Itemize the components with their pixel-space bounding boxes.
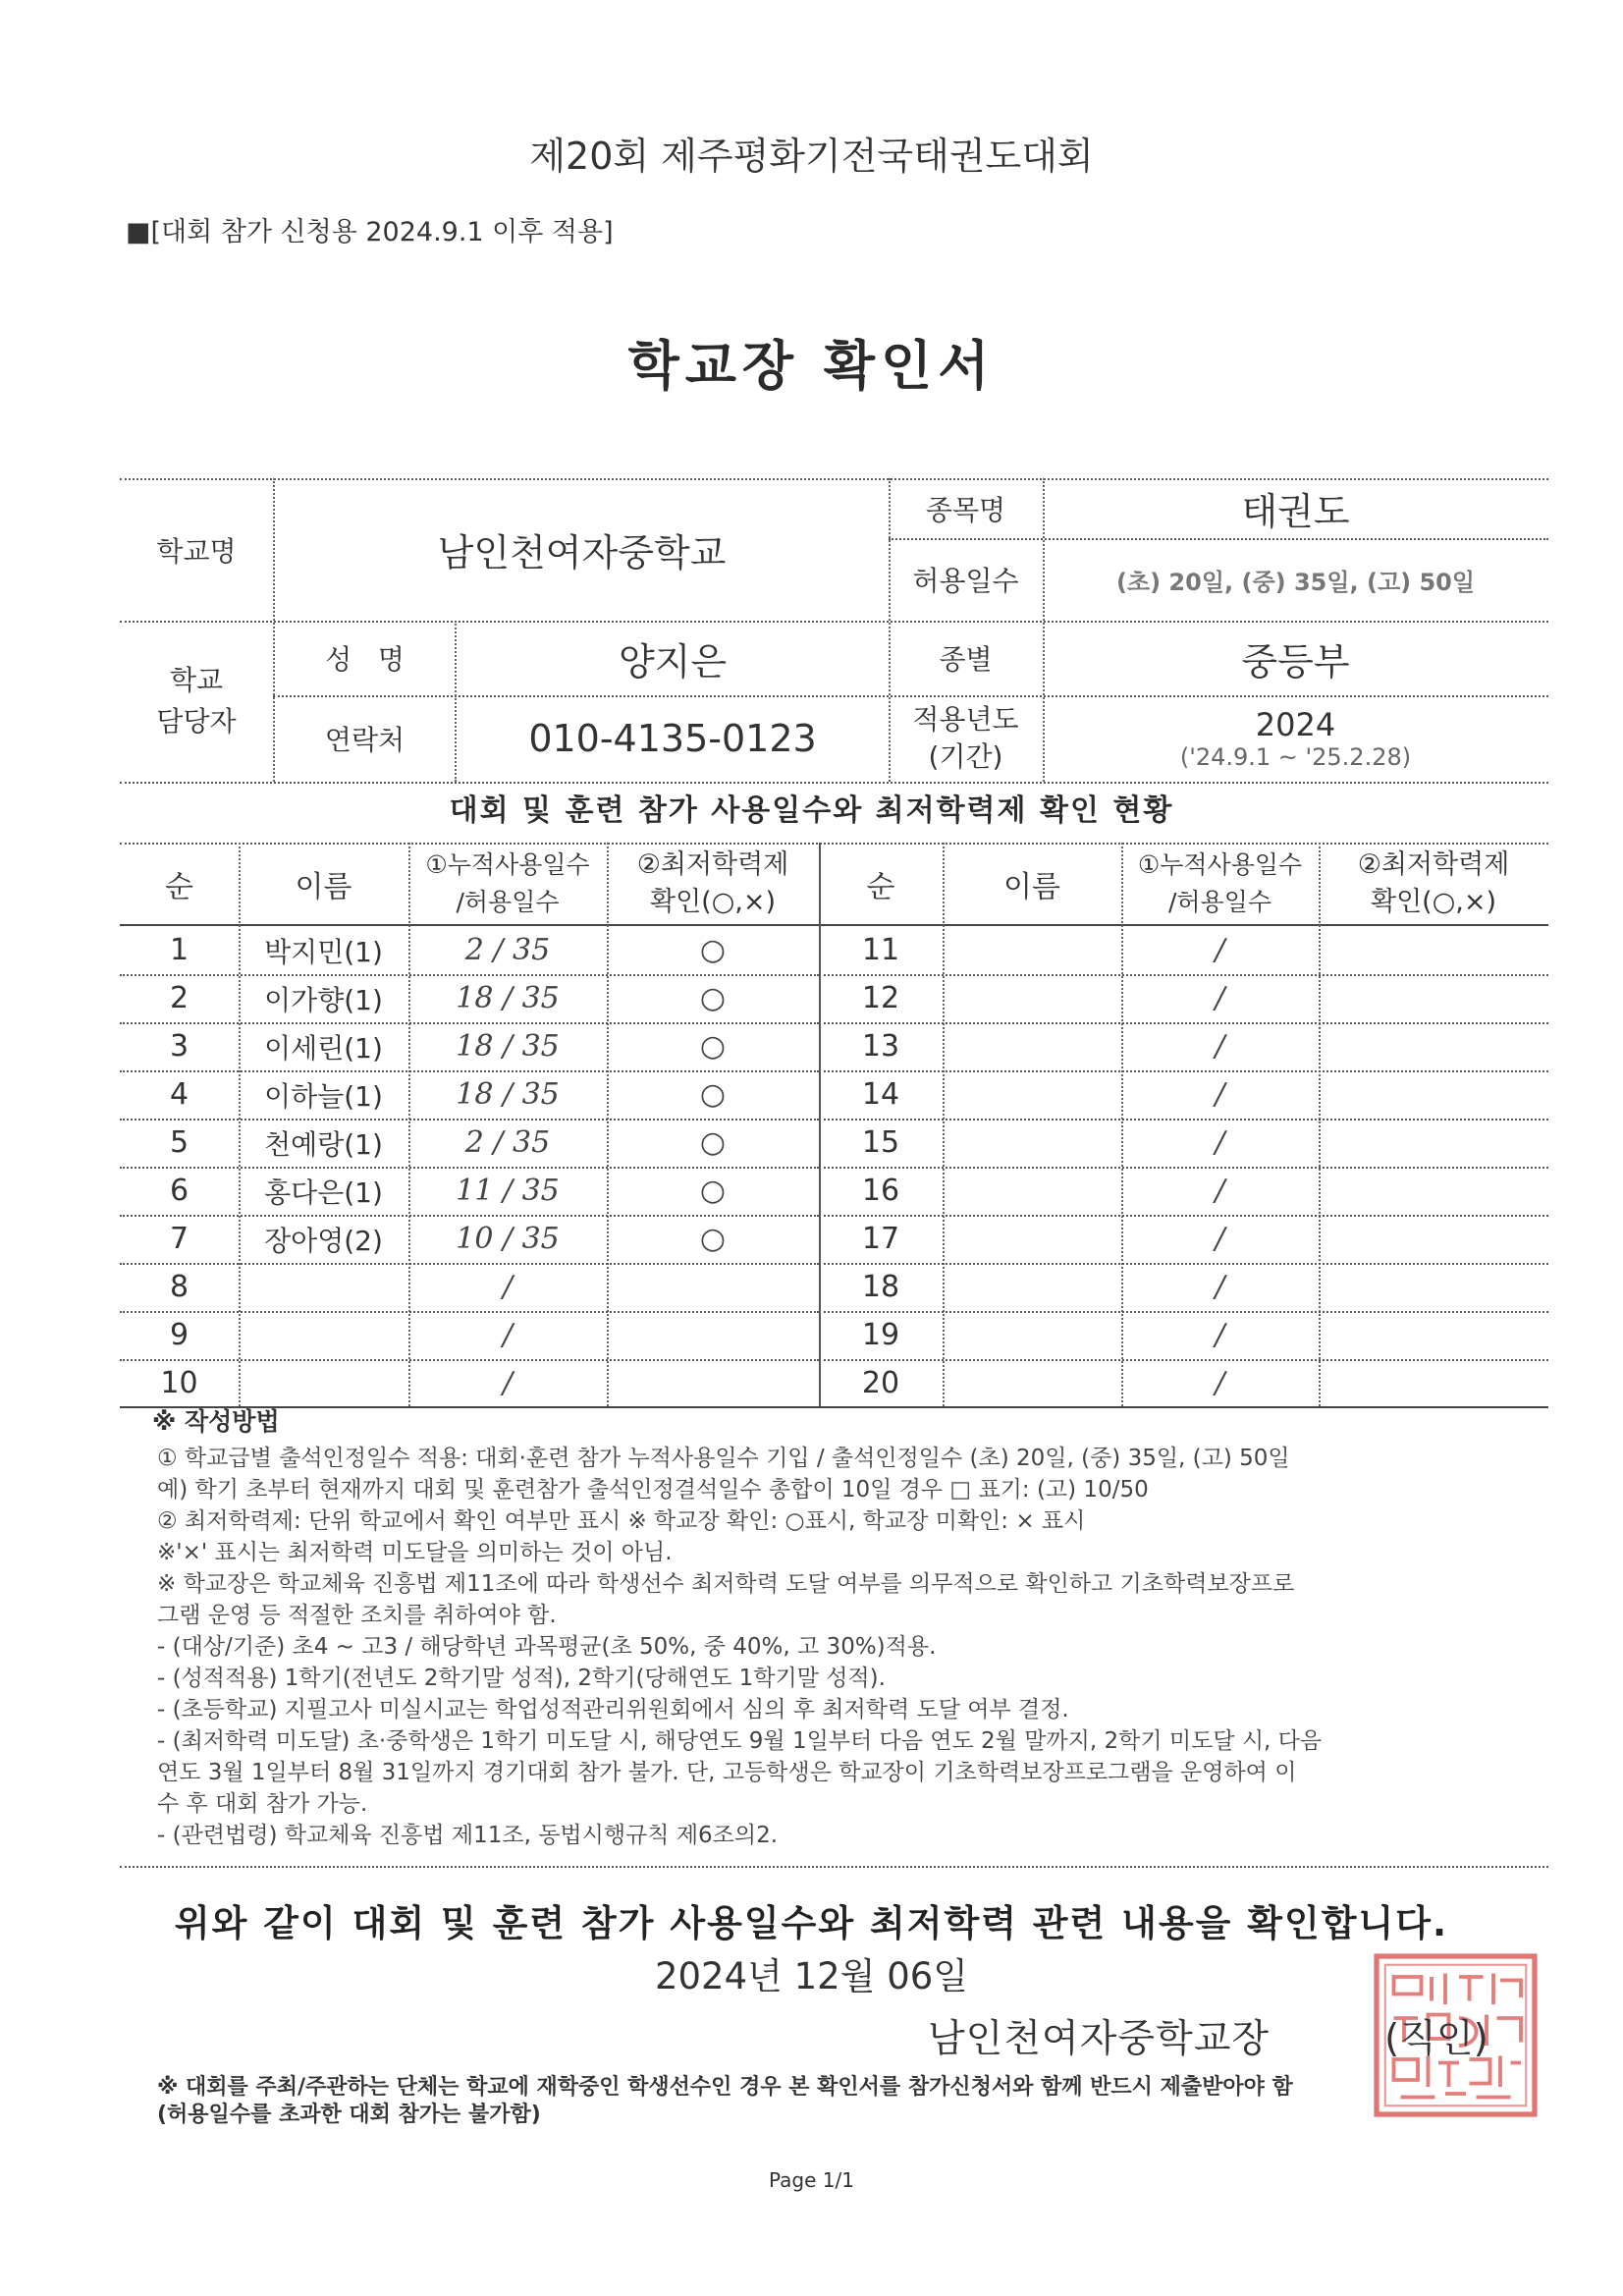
right-row-no: 15 <box>861 1125 900 1160</box>
left-row-days: / <box>502 1366 514 1400</box>
note-line: - (초등학교) 지필고사 미실시교는 학업성적관리위원회에서 심의 후 최저학력 도달 여부 결정. <box>157 1697 1069 1722</box>
right-row-days: / <box>1215 1029 1225 1064</box>
left-row-check: ○ <box>699 1077 727 1112</box>
footer-note-line2: (허용일수를 초과한 대회 참가는 불가함) <box>157 2103 541 2127</box>
note-line: - (대상/기준) 초4 ~ 고3 / 해당학년 과목평균(초 50%, 중 40%, 고 30%)적용. <box>157 1634 937 1660</box>
header-name-left: 이름 <box>295 869 352 904</box>
right-row-no: 18 <box>861 1270 900 1304</box>
left-row-check: ○ <box>699 981 727 1015</box>
right-row-check <box>1319 1070 1548 1119</box>
right-row-name <box>943 1022 1121 1070</box>
right-row-days: / <box>1215 981 1225 1015</box>
left-row-days: 18 / 35 <box>456 1077 560 1112</box>
header-days-left: ①누적사용일수 /허용일수 <box>425 849 590 916</box>
right-row-check <box>1319 1119 1548 1167</box>
right-row-no: 12 <box>861 981 900 1015</box>
left-row-name: 홍다은(1) <box>264 1175 383 1209</box>
header-days-right: ①누적사용일수 /허용일수 <box>1137 849 1303 916</box>
left-row-name <box>239 1311 408 1359</box>
note-line: 그램 운영 등 적절한 조치를 취하여야 함. <box>157 1603 557 1628</box>
right-row-no: 20 <box>861 1366 900 1400</box>
sport-label: 종목명 <box>925 493 1006 526</box>
right-row-days: / <box>1215 1270 1225 1304</box>
right-row-name <box>943 1167 1121 1215</box>
contact-value: 010-4135-0123 <box>528 717 817 760</box>
right-row-days: / <box>1215 1125 1225 1160</box>
left-row-days: 2 / 35 <box>464 1125 551 1160</box>
note-line: ※ 학교장은 학교체육 진흥법 제11조에 따라 학생선수 최저학력 도달 여부를 의무적으로 확인하고 기초학력보장프로 <box>157 1571 1295 1597</box>
right-row-days: / <box>1215 1366 1225 1400</box>
right-row-check <box>1319 1022 1548 1070</box>
right-row-no: 17 <box>861 1222 900 1256</box>
left-row-no: 2 <box>169 981 189 1015</box>
school-name: 남인천여자중학교 <box>437 531 727 574</box>
confirmation-date: 2024년 12월 06일 <box>654 1955 969 1997</box>
left-row-days: 10 / 35 <box>456 1222 560 1256</box>
document-title: 학교장 확인서 <box>627 335 996 397</box>
left-row-check <box>607 1311 819 1359</box>
left-row-check: ○ <box>699 1029 727 1064</box>
footer-note-line1: ※ 대회를 주최/주관하는 단체는 학교에 재학중인 학생선수인 경우 본 확인서를 참가신청서와 함께 반드시 제출받아야 함 <box>157 2075 1293 2100</box>
right-row-name <box>943 1119 1121 1167</box>
right-row-days: / <box>1215 1222 1225 1256</box>
left-row-days: / <box>502 1318 514 1352</box>
right-row-check <box>1319 974 1548 1022</box>
division-label: 종별 <box>939 643 993 676</box>
page-number: Page 1/1 <box>769 2168 854 2192</box>
right-row-name <box>943 974 1121 1022</box>
right-row-name <box>943 1070 1121 1119</box>
left-row-days: / <box>502 1270 514 1304</box>
status-title: 대회 및 훈련 참가 사용일수와 최저학력제 확인 현황 <box>449 793 1174 828</box>
note-line: 예) 학기 초부터 현재까지 대회 및 훈련참가 출석인정결석일수 총합이 10일 경우 □ 표기: (고) 10/50 <box>157 1477 1149 1503</box>
right-row-no: 19 <box>861 1318 900 1352</box>
right-row-no: 16 <box>861 1174 900 1208</box>
school-label: 학교명 <box>156 534 237 568</box>
left-row-no: 7 <box>169 1222 189 1256</box>
year-value: 2024 <box>1255 706 1336 743</box>
seal-label: (직인) <box>1384 2017 1488 2061</box>
note-line: ② 최저학력제: 단위 학교에서 확인 여부만 표시 ※ 학교장 확인: ○표시, 학교장 미확인: × 표시 <box>157 1508 1086 1534</box>
left-row-days: 11 / 35 <box>456 1174 560 1208</box>
period-value: ('24.9.1 ~ '25.2.28) <box>1179 743 1412 771</box>
sport-value: 태권도 <box>1241 490 1350 533</box>
left-row-name: 천예랑(1) <box>264 1127 383 1161</box>
left-row-no: 4 <box>169 1077 189 1112</box>
left-row-no: 6 <box>169 1174 189 1208</box>
application-note: ■[대회 참가 신청용 2024.9.1 이후 적용] <box>126 217 614 247</box>
right-row-days: / <box>1215 1174 1225 1208</box>
confirmation-text: 위와 같이 대회 및 훈련 참가 사용일수와 최저학력 관련 내용을 확인합니다. <box>174 1902 1449 1944</box>
right-row-no: 14 <box>861 1077 900 1112</box>
right-row-name <box>943 926 1121 974</box>
left-row-no: 1 <box>169 933 189 967</box>
left-row-days: 18 / 35 <box>456 981 560 1015</box>
right-row-check <box>1319 1215 1548 1263</box>
header-check-right: ②최저학력제 확인(○,×) <box>1357 848 1510 917</box>
left-row-name: 이하늘(1) <box>264 1079 383 1113</box>
right-row-check <box>1319 1311 1548 1359</box>
allowed-days-label: 허용일수 <box>912 565 1019 597</box>
note-line: ① 학교급별 출석인정일수 적용: 대회·훈련 참가 누적사용일수 기입 / 출석인정일수 (초) 20일, (중) 35일, (고) 50일 <box>157 1446 1290 1471</box>
right-row-days: / <box>1215 933 1225 967</box>
right-row-no: 13 <box>861 1029 900 1064</box>
event-title: 제20회 제주평화기전국태권도대회 <box>529 135 1094 178</box>
manager-label: 학교 담당자 <box>156 664 237 738</box>
note-line: 연도 3월 1일부터 8월 31일까지 경기대회 참가 불가. 단, 고등학생은 학교장이 기초학력보장프로그램을 운영하여 이 <box>157 1760 1297 1785</box>
left-row-days: 18 / 35 <box>456 1029 560 1064</box>
header-no-left: 순 <box>165 869 193 904</box>
name-label: 성 명 <box>325 643 405 676</box>
left-row-check: ○ <box>699 933 727 967</box>
footer-note <box>157 2074 1293 2129</box>
allowed-days-value: (초) 20일, (중) 35일, (고) 50일 <box>1115 568 1476 596</box>
right-row-name <box>943 1263 1121 1311</box>
year-label: 적용년도 (기간) <box>912 703 1019 773</box>
left-row-check <box>607 1359 819 1407</box>
left-row-check <box>607 1263 819 1311</box>
left-row-name <box>239 1263 408 1311</box>
left-row-name: 박지민(1) <box>264 935 383 968</box>
left-row-check: ○ <box>699 1125 727 1160</box>
note-line: ※'×' 표시는 최저학력 미도달을 의미하는 것이 아님. <box>157 1540 673 1565</box>
right-row-no: 11 <box>861 933 900 967</box>
header-name-right: 이름 <box>1003 869 1060 904</box>
right-row-check <box>1319 1263 1548 1311</box>
header-check-left: ②최저학력제 확인(○,×) <box>636 848 789 917</box>
note-line: 수 후 대회 참가 가능. <box>157 1791 368 1817</box>
left-row-no: 8 <box>169 1270 189 1304</box>
contact-label: 연락처 <box>324 724 406 756</box>
right-row-check <box>1319 1359 1548 1407</box>
right-row-check <box>1319 1167 1548 1215</box>
right-row-days: / <box>1215 1318 1225 1352</box>
left-row-check: ○ <box>699 1174 727 1208</box>
principal-name: 남인천여자중학교장 <box>928 2017 1271 2061</box>
left-row-days: 2 / 35 <box>464 933 551 967</box>
left-row-no: 3 <box>169 1029 189 1064</box>
left-row-name: 이가향(1) <box>264 983 383 1016</box>
left-row-name: 이세린(1) <box>264 1031 383 1065</box>
note-line: - (최저학력 미도달) 초·중학생은 1학기 미도달 시, 해당연도 9월 1일부터 다음 연도 2월 말까지, 2학기 미도달 시, 다음 <box>157 1728 1323 1754</box>
right-row-name <box>943 1311 1121 1359</box>
right-row-days: / <box>1215 1077 1225 1112</box>
note-line: - (관련법령) 학교체육 진흥법 제11조, 동법시행규칙 제6조의2. <box>157 1823 779 1848</box>
manager-name: 양지은 <box>618 639 728 683</box>
right-row-name <box>943 1215 1121 1263</box>
note-line: - (성적적용) 1학기(전년도 2학기말 성적), 2학기(당해연도 1학기말 성적). <box>157 1666 886 1691</box>
left-row-name: 장아영(2) <box>264 1224 383 1257</box>
right-row-name <box>943 1359 1121 1407</box>
notes-heading: ※ 작성방법 <box>152 1407 280 1436</box>
left-row-check: ○ <box>699 1222 727 1256</box>
division-value: 중등부 <box>1241 639 1350 683</box>
year-cell <box>1043 695 1548 782</box>
left-row-no: 10 <box>160 1366 198 1400</box>
right-row-check <box>1319 926 1548 974</box>
left-row-no: 5 <box>169 1125 189 1160</box>
left-row-name <box>239 1359 408 1407</box>
left-row-no: 9 <box>169 1318 189 1352</box>
header-no-right: 순 <box>866 869 895 904</box>
